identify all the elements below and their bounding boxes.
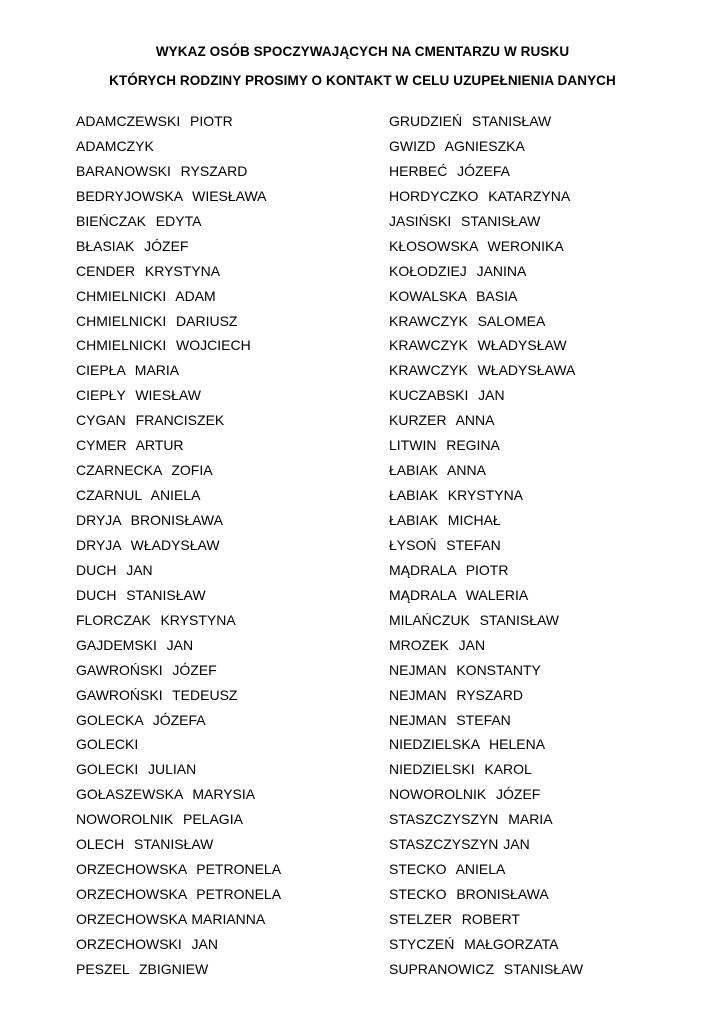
name-entry: NIEDZIELSKA HELENA — [389, 736, 546, 753]
name-entry: GOLECKI JULIAN — [76, 761, 197, 778]
name-entry: GAWROŃSKI TEDEUSZ — [76, 686, 238, 703]
name-entry: KUCZABSKI JAN — [389, 387, 505, 404]
name-entry: OLECH STANISŁAW — [76, 836, 214, 853]
name-entry: GAJDEMSKI JAN — [76, 636, 194, 653]
name-entry: HERBEĆ JÓZEFA — [389, 162, 511, 179]
name-entry: KRAWCZYK WŁADYSŁAW — [389, 337, 567, 354]
name-entry: ORZECHOWSKI JAN — [76, 935, 219, 952]
name-entry: NEJMAN KONSTANTY — [389, 661, 541, 678]
name-entry: BŁASIAK JÓZEF — [76, 237, 189, 254]
name-entry: NOWOROLNIK PELAGIA — [76, 811, 243, 828]
names-list-right — [389, 111, 583, 984]
name-entry: JASIŃSKI STANISŁAW — [389, 212, 541, 229]
name-entry: NIEDZIELSKI KAROL — [389, 761, 532, 778]
name-entry: GWIZD AGNIESZKA — [389, 137, 525, 154]
name-entry: STASZCZYSZYN JAN — [389, 836, 530, 853]
name-entry: DUCH STANISŁAW — [76, 586, 206, 603]
name-entry: FLORCZAK KRYSTYNA — [76, 611, 236, 628]
name-entry: BARANOWSKI RYSZARD — [76, 162, 248, 179]
name-entry: CZARNUL ANIELA — [76, 487, 201, 504]
name-entry: SUPRANOWICZ STANISŁAW — [389, 960, 584, 977]
name-entry: GOLECKA JÓZEFA — [76, 711, 206, 728]
name-entry: STASZCZYSZYN MARIA — [389, 811, 553, 828]
name-entry: ORZECHOWSKA PETRONELA — [76, 861, 282, 878]
name-entry: ORZECHOWSKA MARIANNA — [76, 911, 266, 927]
name-entry: DRYJA WŁADYSŁAW — [76, 536, 220, 553]
name-entry: CHMIELNICKI WOJCIECH — [76, 337, 251, 354]
names-list-left — [76, 111, 281, 984]
name-entry: STELZER ROBERT — [389, 911, 520, 927]
name-entry: GRUDZIEŃ STANISŁAW — [389, 113, 552, 129]
name-entry: CHMIELNICKI ADAM — [76, 287, 216, 304]
name-entry: CZARNECKA ZOFIA — [76, 462, 213, 479]
name-entry: LITWIN REGINA — [389, 437, 500, 454]
name-entry: GAWROŃSKI JÓZEF — [76, 661, 217, 678]
name-entry: HORDYCZKO KATARZYNA — [389, 187, 571, 204]
name-entry: CYGAN FRANCISZEK — [76, 412, 225, 429]
name-entry: ŁABIAK MICHAŁ — [389, 512, 501, 528]
name-entry: CENDER KRYSTYNA — [76, 262, 221, 279]
name-entry: ADAMCZYK — [76, 137, 154, 154]
name-entry: MĄDRALA WALERIA — [389, 586, 529, 603]
name-entry: DUCH JAN — [76, 561, 153, 578]
name-entry: NOWOROLNIK JÓZEF — [389, 786, 541, 803]
name-entry: KURZER ANNA — [389, 412, 495, 429]
name-entry: NEJMAN STEFAN — [389, 711, 511, 728]
name-entry: KRAWCZYK WŁADYSŁAWA — [389, 362, 576, 379]
name-entry: GOLECKI — [76, 736, 139, 753]
name-entry: ADAMCZEWSKI PIOTR — [76, 113, 233, 129]
document-subtitle: KTÓRYCH RODZINY PROSIMY O KONTAKT W CELU UZUPEŁNIENIA DANYCH — [109, 73, 616, 88]
name-entry: BEDRYJOWSKA WIESŁAWA — [76, 187, 267, 204]
name-entry: CIEPŁY WIESŁAW — [76, 387, 201, 404]
name-entry: CYMER ARTUR — [76, 437, 184, 454]
name-entry: KŁOSOWSKA WERONIKA — [389, 237, 564, 254]
name-entry: KOŁODZIEJ JANINA — [389, 262, 527, 279]
document-title: WYKAZ OSÓB SPOCZYWAJĄCYCH NA CMENTARZU W RUSKU — [155, 44, 570, 59]
name-entry: MĄDRALA PIOTR — [389, 561, 509, 578]
name-entry: PESZEL ZBIGNIEW — [76, 960, 209, 977]
name-entry: CHMIELNICKI DARIUSZ — [76, 312, 238, 329]
name-entry: GOŁASZEWSKA MARYSIA — [76, 786, 256, 803]
name-entry: NEJMAN RYSZARD — [389, 686, 523, 703]
name-entry: MILAŃCZUK STANISŁAW — [389, 611, 560, 628]
name-entry: STECKO ANIELA — [389, 861, 506, 878]
name-entry: CIEPŁA MARIA — [76, 362, 180, 379]
name-entry: DRYJA BRONISŁAWA — [76, 512, 223, 528]
name-entry: ŁABIAK ANNA — [389, 462, 486, 479]
name-entry: ŁABIAK KRYSTYNA — [389, 487, 524, 504]
name-entry: STYCZEŃ MAŁGORZATA — [389, 935, 559, 952]
name-entry: ŁYSOŃ STEFAN — [389, 536, 501, 553]
name-entry: BIEŃCZAK EDYTA — [76, 212, 202, 229]
name-entry: MROZEK JAN — [389, 636, 486, 653]
name-entry: KOWALSKA BASIA — [389, 287, 518, 304]
name-entry: KRAWCZYK SALOMEA — [389, 312, 546, 329]
name-entry: STECKO BRONISŁAWA — [389, 886, 549, 903]
name-entry: ORZECHOWSKA PETRONELA — [76, 886, 282, 903]
